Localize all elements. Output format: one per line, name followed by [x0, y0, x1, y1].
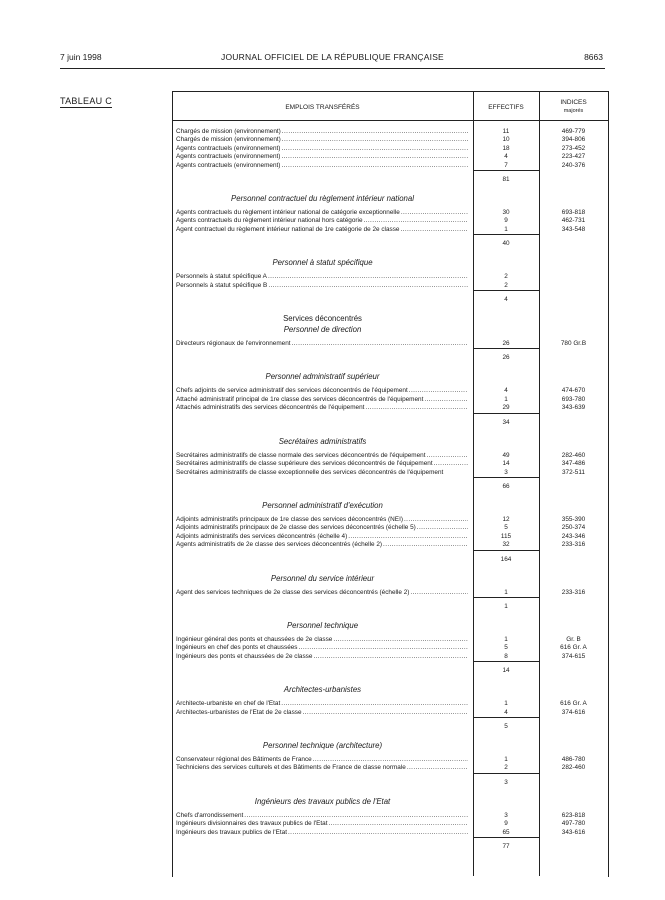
section-subtotal: 164 [473, 550, 539, 566]
row-description-text: Agent des services techniques de 2e classe des services déconcentrés (échelle 2) [176, 588, 410, 596]
row-effectif: 11 [502, 128, 510, 135]
row-indices: 394-806 [561, 136, 586, 144]
row-description [172, 589, 468, 597]
column-header-indices-sub: majorés [563, 108, 584, 114]
row-description [172, 820, 468, 828]
table-header-rule [172, 120, 608, 121]
row-effectif: 30 [502, 209, 510, 217]
row-description-text: Agents contractuels (environnement) [176, 161, 281, 169]
column-header-indices-label: INDICES [560, 99, 587, 106]
row-effectif: 115 [500, 532, 512, 540]
row-effectif: 1 [504, 635, 508, 643]
table-row [172, 217, 608, 225]
row-indices: 462-731 [561, 217, 586, 225]
section-title: Personnel contractuel du règlement intérieur national [231, 194, 414, 204]
table-section [172, 258, 608, 306]
leader-dots [282, 128, 468, 136]
row-description [172, 533, 468, 541]
row-description-text: Personnels à statut spécifique A [176, 273, 267, 281]
row-description-text: Ingénieurs des travaux publics de l'Etat [176, 828, 287, 836]
row-description-text: Attaché administratif principal de 1re classe des services déconcentrés de l'équipement [176, 395, 424, 403]
section-subtotal: 81 [473, 170, 539, 186]
leader-dots [407, 764, 468, 772]
table-row [172, 128, 608, 136]
leader-dots [313, 653, 468, 661]
row-effectif: 32 [502, 541, 510, 549]
leader-dots [244, 812, 468, 820]
section-subtotal: 66 [473, 477, 539, 493]
table-row [172, 644, 608, 652]
table-row [172, 820, 608, 828]
table-body [172, 128, 608, 853]
table-section [172, 574, 608, 613]
row-effectif: 9 [504, 820, 508, 828]
table-section [172, 314, 608, 364]
row-effectif: 49 [502, 451, 510, 459]
row-description [172, 469, 468, 477]
section-subtotal: 34 [473, 413, 539, 429]
section-subtotal: 26 [473, 348, 539, 364]
row-indices: 616 Gr. A [560, 644, 587, 652]
row-description [172, 396, 468, 404]
table-section [172, 128, 608, 186]
section-title: Personnel du service intérieur [270, 573, 375, 583]
row-description-text: Techniciens des services culturels et des Bâtiments de France de classe normale [176, 764, 406, 772]
table-row [172, 396, 608, 404]
row-effectif: 2 [504, 273, 508, 281]
section-subtotal: 4 [473, 290, 539, 306]
row-description [172, 217, 468, 225]
row-effectif: 3 [504, 468, 508, 476]
table-row [172, 812, 608, 820]
section-subtotal: 5 [473, 717, 539, 733]
table-section [172, 194, 608, 250]
row-description-text: Secrétaires administratifs de classe normale des services déconcentrés de l'équipement [176, 451, 426, 459]
row-description-text: Secrétaires administratifs de classe exceptionnelle des services déconcentrés de l'équipement [176, 468, 444, 476]
row-description [172, 273, 468, 281]
leader-dots [424, 396, 468, 404]
leader-dots [313, 756, 468, 764]
row-description-text: Agents contractuels (environnement) [176, 153, 281, 161]
leader-dots [282, 136, 468, 144]
row-effectif: 5 [504, 644, 508, 652]
table-row [172, 226, 608, 234]
row-effectif: 4 [504, 708, 508, 716]
row-indices: 250-374 [561, 524, 586, 532]
table-section [172, 437, 608, 493]
table-row [172, 136, 608, 144]
row-description [172, 709, 468, 717]
section-title: Personnel de direction [283, 325, 362, 335]
leader-dots [348, 533, 468, 541]
row-description [172, 516, 468, 524]
table-row [172, 387, 608, 395]
row-indices: 240-376 [561, 161, 586, 169]
row-indices: 486-780 [561, 755, 586, 763]
header-date: 7 juin 1998 [60, 52, 102, 62]
row-indices: 497-780 [561, 820, 586, 828]
row-description-text: Conservateur régional des Bâtiments de France [176, 755, 312, 763]
row-description-text: Architectes-urbanistes de l'Etat de 2e classe [176, 708, 302, 716]
row-indices: 233-316 [561, 541, 586, 549]
leader-dots [410, 589, 468, 597]
table-row [172, 162, 608, 170]
table-row [172, 145, 608, 153]
row-description [172, 756, 468, 764]
section-subtotal: 14 [473, 661, 539, 677]
row-description-text: Adjoints administratifs principaux de 1re classe des services déconcentrés (NEI) [176, 515, 403, 523]
row-description-text: Architecte-urbaniste en chef de l'Etat [176, 700, 281, 708]
row-description [172, 452, 468, 460]
row-indices: 223-427 [561, 153, 586, 161]
row-description-text: Attachés administratifs des services déconcentrés de l'équipement [176, 404, 365, 412]
row-effectif: 1 [504, 225, 508, 233]
leader-dots [281, 145, 468, 153]
row-description [172, 226, 468, 234]
row-effectif: 1 [504, 755, 508, 763]
row-effectif: 9 [504, 217, 508, 225]
row-effectif: 4 [504, 153, 508, 161]
leader-dots [434, 460, 468, 468]
row-description-text: Chefs d'arrondissement [176, 811, 244, 819]
table-row [172, 460, 608, 468]
row-description [172, 812, 468, 820]
row-description-text: Secrétaires administratifs de classe supérieure des services déconcentrés de l'équipement [176, 460, 433, 468]
table-row [172, 516, 608, 524]
leader-dots [333, 636, 468, 644]
section-subtotal: 1 [473, 597, 539, 613]
row-description [172, 145, 468, 153]
leader-dots [268, 282, 468, 290]
tableau-label: TABLEAU C [60, 96, 113, 106]
row-indices: 343-548 [561, 225, 586, 233]
row-description [172, 387, 468, 395]
table-row [172, 282, 608, 290]
leader-dots [401, 209, 468, 217]
leader-dots [365, 404, 468, 412]
table-section [172, 621, 608, 677]
leader-dots [268, 273, 468, 281]
row-effectif: 7 [504, 161, 508, 169]
leader-dots [417, 524, 468, 532]
leader-dots [292, 340, 468, 348]
row-description [172, 162, 468, 170]
row-description [172, 209, 468, 217]
section-subtotal: 77 [473, 837, 539, 853]
row-description [172, 700, 468, 708]
leader-dots [288, 829, 468, 837]
row-indices: 693-818 [561, 209, 586, 217]
row-description-text: Agent contractuel du règlement intérieur national de 1re catégorie de 2e classe [176, 225, 400, 233]
row-description [172, 829, 468, 837]
table-row [172, 829, 608, 837]
column-header-emplois: EMPLOIS TRANSFÉRÉS [285, 104, 360, 111]
row-indices: 233-316 [561, 588, 586, 596]
table-row [172, 589, 608, 597]
row-description [172, 282, 468, 290]
row-effectif: 4 [504, 387, 508, 395]
row-description-text: Ingénieurs en chef des ponts et chaussées [176, 644, 298, 652]
row-description-text: Ingénieurs divisionnaires des travaux publics de l'Etat [176, 820, 328, 828]
table-section [172, 685, 608, 733]
leader-dots [281, 700, 468, 708]
row-effectif: 1 [504, 700, 508, 708]
row-effectif: 3 [504, 811, 508, 819]
section-heading: Services déconcentrés [283, 314, 362, 324]
row-description-text: Chargés de mission (environnement) [176, 128, 281, 135]
row-description [172, 653, 468, 661]
row-indices: 374-616 [561, 708, 586, 716]
row-description-text: Agents contractuels du règlement intérieur national de catégorie exceptionnelle [176, 209, 400, 217]
row-description-text: Agents contractuels (environnement) [176, 144, 281, 152]
row-description [172, 644, 468, 652]
row-description [172, 153, 468, 161]
row-description [172, 340, 468, 348]
row-effectif: 29 [502, 404, 510, 412]
leader-dots [404, 516, 468, 524]
row-description [172, 764, 468, 772]
leader-dots [328, 820, 468, 828]
row-description [172, 404, 468, 412]
leader-dots [281, 153, 468, 161]
row-effectif: 2 [504, 764, 508, 772]
row-indices: 273-452 [561, 144, 586, 152]
row-description [172, 460, 468, 468]
table-section [172, 372, 608, 428]
row-effectif: 2 [504, 281, 508, 289]
leader-dots [299, 644, 468, 652]
row-effectif: 26 [502, 340, 510, 348]
row-description-text: Chargés de mission (environnement) [176, 136, 281, 144]
table-row [172, 709, 608, 717]
row-description-text: Agents administratifs de 2e classe des services déconcentrés (échelle 2) [176, 541, 383, 549]
row-effectif: 12 [502, 515, 510, 523]
row-effectif: 8 [504, 652, 508, 660]
column-header-indices [539, 99, 608, 115]
row-effectif: 1 [504, 395, 508, 403]
row-indices: 623-818 [561, 811, 586, 819]
row-description-text: Ingénieurs des ponts et chaussées de 2e classe [176, 652, 313, 660]
table-row [172, 653, 608, 661]
row-description [172, 128, 468, 136]
row-indices: 343-616 [561, 828, 586, 836]
row-description-text: Chefs adjoints de service administratif des services déconcentrés de l'équipement [176, 387, 408, 395]
section-title: Personnel à statut spécifique [272, 258, 373, 268]
row-indices: 343-639 [561, 404, 586, 412]
section-title: Secrétaires administratifs [278, 436, 367, 446]
leader-dots [427, 452, 468, 460]
table-row [172, 469, 608, 477]
table-row [172, 764, 608, 772]
row-effectif: 10 [502, 136, 510, 144]
leader-dots [409, 387, 468, 395]
section-title: Personnel administratif d'exécution [262, 500, 383, 510]
row-indices: 469-779 [561, 128, 586, 135]
table-row [172, 756, 608, 764]
header-page-number: 8663 [584, 52, 603, 62]
section-subtotal: 3 [473, 773, 539, 789]
row-indices: 372-511 [562, 468, 585, 476]
leader-dots [364, 217, 468, 225]
table-row [172, 209, 608, 217]
leader-dots [303, 709, 468, 717]
section-title: Personnel administratif supérieur [265, 372, 380, 382]
row-description-text: Adjoints administratifs des services déconcentrés (échelle 4) [176, 532, 348, 540]
section-title: Personnel technique [286, 620, 359, 630]
table-row [172, 524, 608, 532]
row-description-text: Ingénieur général des ponts et chaussées de 2e classe [176, 635, 333, 643]
leader-dots [400, 226, 468, 234]
table-row [172, 533, 608, 541]
table-section [172, 741, 608, 789]
row-description-text: Agents contractuels du règlement intérieur national hors catégorie [176, 217, 363, 225]
row-indices: Gr. B [566, 635, 581, 643]
row-description [172, 136, 468, 144]
row-description [172, 524, 468, 532]
row-indices: 355-390 [561, 515, 586, 523]
row-indices: 282-460 [561, 451, 586, 459]
row-indices: 347-486 [561, 460, 586, 468]
row-effectif: 1 [504, 588, 508, 596]
row-indices: 374-615 [561, 652, 586, 660]
section-title: Architectes-urbanistes [283, 685, 362, 695]
table-row [172, 452, 608, 460]
row-effectif: 5 [504, 524, 508, 532]
table-row [172, 541, 608, 549]
row-effectif: 18 [502, 144, 510, 152]
row-indices: 780 Gr.B [560, 340, 587, 348]
table-row [172, 273, 608, 281]
section-title: Ingénieurs des travaux publics de l'Etat [254, 796, 391, 806]
table-row [172, 153, 608, 161]
row-description [172, 541, 468, 549]
row-description-text: Personnels à statut spécifique B [176, 281, 268, 289]
row-effectif: 14 [502, 460, 510, 468]
header-journal-title: JOURNAL OFFICIEL DE LA RÉPUBLIQUE FRANÇAISE [221, 52, 444, 62]
header-rule [60, 68, 605, 69]
leader-dots [383, 541, 468, 549]
row-indices: 243-346 [561, 532, 586, 540]
table-row [172, 700, 608, 708]
row-description-text: Adjoints administratifs principaux de 2e classe des services déconcentrés (échelle 5) [176, 524, 416, 532]
section-title: Personnel technique (architecture) [262, 740, 383, 750]
row-effectif: 65 [502, 828, 510, 836]
section-subtotal: 40 [473, 234, 539, 250]
row-description-text: Directeurs régionaux de l'environnement [176, 340, 291, 348]
row-indices: 616 Gr. A [560, 700, 587, 708]
row-indices: 474-670 [561, 387, 586, 395]
row-indices: 693-780 [561, 395, 586, 403]
table-row [172, 340, 608, 348]
row-indices: 282-460 [561, 764, 586, 772]
leader-dots [281, 162, 468, 170]
table-section [172, 797, 608, 853]
column-header-effectifs: EFFECTIFS [488, 104, 524, 111]
table-row [172, 404, 608, 412]
table-row [172, 636, 608, 644]
table-section [172, 501, 608, 566]
row-description [172, 636, 468, 644]
